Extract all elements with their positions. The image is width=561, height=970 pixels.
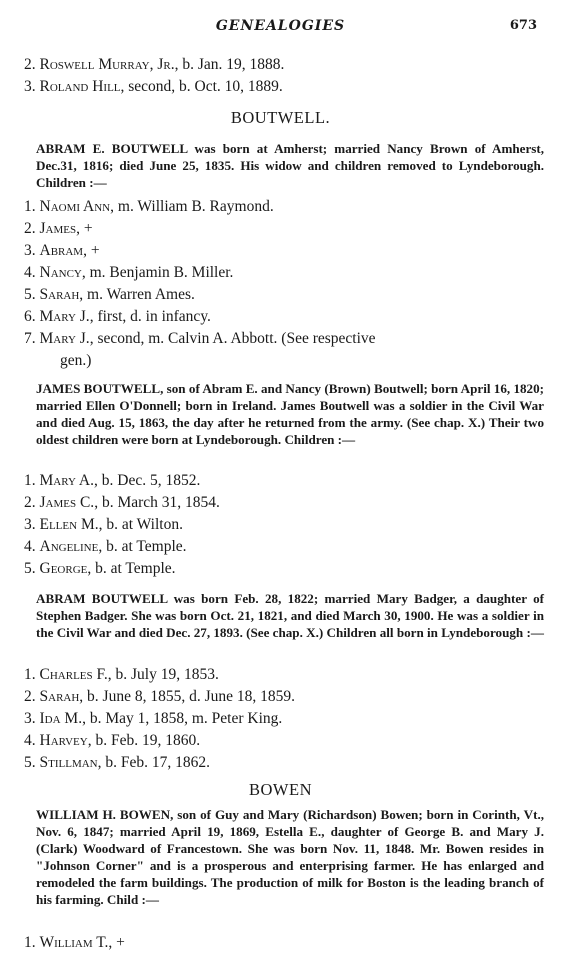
- paragraph-text: ABRAM BOUTWELL was born Feb. 28, 1822; married Mary Badger, a daughter of Stephen Badger. She was born Oct. 21, 1821, and died March 30, 1900. He was a soldier in the Civil War and died Dec. 27, 1893. (See chap. X.) Children all born in Lyndeborough :—: [36, 591, 544, 640]
- item-detail: , b. May 1, 1858, m. Peter King.: [82, 710, 283, 727]
- item-detail: , +: [76, 220, 93, 237]
- item-name: Abram: [39, 242, 84, 259]
- list-item: [24, 56, 284, 74]
- item-name: William T.: [39, 934, 109, 951]
- item-detail: , b. March 31, 1854.: [94, 494, 220, 511]
- item-detail: , +: [108, 934, 125, 951]
- page-number: 673: [509, 18, 537, 33]
- list-item: [24, 688, 295, 706]
- item-number: 2.: [24, 494, 36, 511]
- list-item: [24, 78, 283, 96]
- item-detail: , second, m. Calvin A. Abbott. (See respective: [89, 330, 376, 347]
- item-name: Roswell Murray, Jr.: [39, 56, 175, 73]
- item-name: Harvey: [39, 732, 88, 749]
- item-name: Mary J.: [39, 330, 90, 347]
- section-heading-bowen: BOWEN: [249, 780, 312, 799]
- item-number: 5.: [24, 286, 36, 303]
- item-name: Angeline: [39, 538, 99, 555]
- item-number: 2.: [24, 56, 36, 73]
- list-item: [24, 308, 211, 326]
- item-detail: , b. June 8, 1855, d. June 18, 1859.: [79, 688, 295, 705]
- item-name: Sarah: [39, 688, 80, 705]
- item-number: 4.: [24, 538, 36, 555]
- list-item: [24, 516, 183, 534]
- item-detail: , +: [83, 242, 100, 259]
- paragraph-abram-boutwell: [24, 590, 544, 641]
- item-detail: , b. Jan. 19, 1888.: [174, 56, 285, 73]
- paragraph-text: JAMES BOUTWELL, son of Abram E. and Nancy (Brown) Boutwell; born April 16, 1820; married Ellen O'Donnell; born in Ireland. James Boutwell was a soldier in the Civil War and died Aug. 15, 1863, the day after he returned from the army. (See chap. X.) Their two oldest children were born at Lyndeborough. Children :—: [36, 381, 544, 447]
- item-detail: , m. Warren Ames.: [79, 286, 195, 303]
- list-item: [24, 754, 210, 772]
- item-detail: , b. at Wilton.: [98, 516, 183, 533]
- item-number: 4.: [24, 732, 36, 749]
- item-number: 5.: [24, 754, 36, 771]
- item-detail: , b. Dec. 5, 1852.: [94, 472, 201, 489]
- item-name: Charles F.: [39, 666, 108, 683]
- paragraph-william-h-bowen: [24, 806, 544, 908]
- item-number: 5.: [24, 560, 36, 577]
- item-detail: , b. at Temple.: [98, 538, 187, 555]
- list-item: [24, 710, 282, 728]
- item-name: Nancy: [39, 264, 82, 281]
- item-number: 7.: [24, 330, 36, 347]
- item-number: 2.: [24, 220, 36, 237]
- paragraph-james-boutwell: [24, 380, 544, 448]
- list-item: [24, 286, 195, 304]
- item-name: George: [39, 560, 88, 577]
- list-item: [24, 666, 219, 684]
- paragraph-abram-e-boutwell: [24, 140, 544, 191]
- list-item: [24, 538, 187, 556]
- paragraph-text: WILLIAM H. BOWEN, son of Guy and Mary (Richardson) Bowen; born in Corinth, Vt., Nov. 6, 1847; married April 19, 1869, Estella E., daughter of George B. and Mary J. (Clark) Woodward of Francestown. She was born Nov. 11, 1848. Mr. Bowen resides in "Johnson Corner" and is a prosperous and enterprising farmer. He has enlarged and remodeled the farm buildings. The production of milk for Boston is the leading branch of his farming. Child :—: [36, 807, 544, 907]
- item-name: Mary J.: [39, 308, 90, 325]
- list-item: [24, 494, 220, 512]
- item-detail: , first, d. in infancy.: [89, 308, 211, 325]
- section-heading-boutwell: BOUTWELL.: [230, 108, 331, 127]
- item-detail: , b. at Temple.: [87, 560, 176, 577]
- item-number: 4.: [24, 264, 36, 281]
- item-number: 1.: [24, 198, 36, 215]
- item-number: 3.: [24, 710, 36, 727]
- item-name: James C.: [39, 494, 95, 511]
- item-number: 2.: [24, 688, 36, 705]
- item-detail: , b. Feb. 17, 1862.: [97, 754, 210, 771]
- item-number: 1.: [24, 934, 36, 951]
- running-header: [0, 18, 561, 40]
- item-detail: , m. Benjamin B. Miller.: [81, 264, 234, 281]
- item-name: Ida M.: [39, 710, 83, 727]
- list-item: [24, 220, 93, 238]
- list-item: [24, 732, 200, 750]
- running-title: GENEALOGIES: [215, 18, 346, 34]
- item-name: Mary A.: [39, 472, 94, 489]
- list-item: [24, 934, 125, 952]
- item-name: Roland Hill: [39, 78, 121, 95]
- item-number: 1.: [24, 666, 36, 683]
- item-detail: , second, b. Oct. 10, 1889.: [120, 78, 283, 95]
- item-detail: , b. Feb. 19, 1860.: [87, 732, 201, 749]
- list-item-continuation: gen.): [60, 352, 92, 369]
- list-item: [24, 264, 233, 282]
- item-name: Sarah: [39, 286, 80, 303]
- list-item: [24, 560, 176, 578]
- item-name: Stillman: [39, 754, 98, 771]
- item-detail: , m. William B. Raymond.: [110, 198, 274, 215]
- item-number: 3.: [24, 78, 36, 95]
- item-number: 3.: [24, 516, 36, 533]
- item-number: 6.: [24, 308, 36, 325]
- item-name: Naomi Ann: [39, 198, 111, 215]
- item-number: 3.: [24, 242, 36, 259]
- item-name: Ellen M.: [39, 516, 99, 533]
- list-item: [24, 198, 274, 216]
- list-item: [24, 242, 100, 260]
- item-detail: , b. July 19, 1853.: [107, 666, 219, 683]
- item-number: 1.: [24, 472, 36, 489]
- list-item: [24, 472, 200, 490]
- paragraph-text: ABRAM E. BOUTWELL was born at Amherst; married Nancy Brown of Amherst, Dec.31, 1816; died June 25, 1835. His widow and children removed to Lyndeborough. Children :—: [36, 141, 544, 190]
- item-name: James: [39, 220, 77, 237]
- list-item: [24, 330, 376, 348]
